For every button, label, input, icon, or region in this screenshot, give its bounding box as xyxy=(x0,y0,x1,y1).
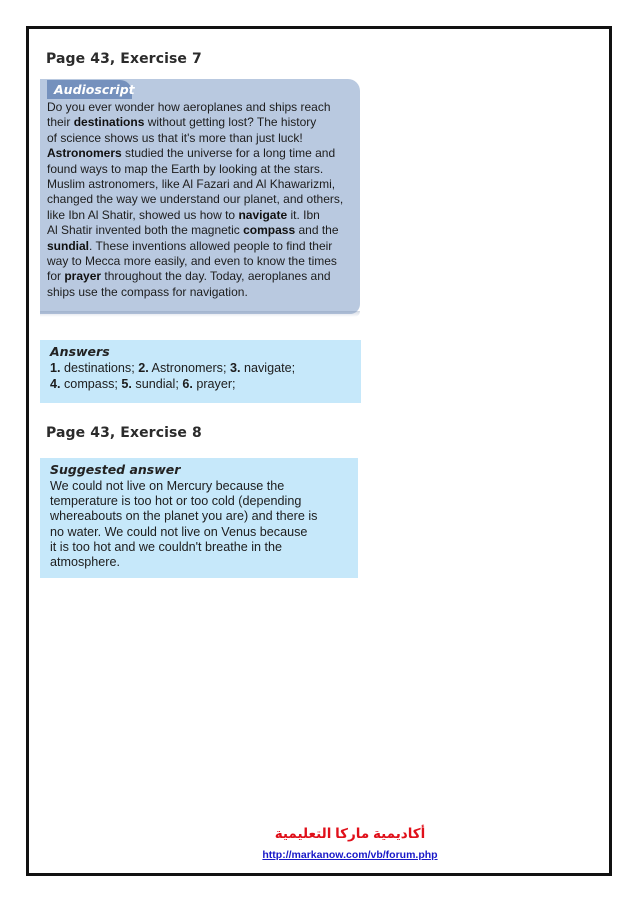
audioscript-text: Do you ever wonder how aeroplanes and ships reach their destinations without getting lost? The history of science shows us that it's more than just luck! Astronomers studied the universe for a long time and found ways to map the Earth by looking at the stars. Muslim astronomers, like Al Fazari and Al Khawarizmi, changed the way we understand our planet, and others, like Ibn Al Shatir, showed us how to navigate it. Ibn Al Shatir invented both the magnetic compass and the sundial. These inventions allowed people to find their way to Mecca more easily, and even to know the times for prayer throughout the day. Today, aeroplanes and ships use the compass for navigation. xyxy=(47,100,344,299)
exercise-8-heading: Page 43, Exercise 8 xyxy=(46,425,202,441)
answers-box xyxy=(40,340,361,403)
bold-term: 1. xyxy=(50,361,61,375)
bold-term: sundial xyxy=(47,238,90,253)
audioscript-label: Audioscript xyxy=(47,80,132,99)
bold-term: 2. xyxy=(138,361,149,375)
audioscript-box xyxy=(40,79,360,314)
bold-term: navigate xyxy=(238,207,288,222)
bold-term: prayer xyxy=(64,269,102,284)
bold-term: compass xyxy=(243,223,296,238)
bold-term: 6. xyxy=(182,376,193,391)
bold-term: Astronomers xyxy=(47,146,122,161)
footer-academy-name: أكاديمية ماركا التعليمية xyxy=(274,826,426,841)
bold-term: 3. xyxy=(229,361,241,375)
bold-term: 5. xyxy=(121,376,132,391)
suggested-answer-title: Suggested answer xyxy=(50,462,181,477)
suggested-answer-text: We could not live on Mercury because the temperature is too hot or too cold (depending whereabouts on the planet you are) and there is no water. We could not live on Venus because it is too hot and we couldn't breathe in the atmosphere. xyxy=(50,479,318,570)
suggested-answer-box xyxy=(40,458,358,578)
bold-term: destinations xyxy=(73,115,145,130)
bold-term: 4. xyxy=(50,376,61,391)
footer-forum-link[interactable]: http://markanow.com/vb/forum.php xyxy=(262,849,438,861)
answers-title: Answers xyxy=(50,344,110,359)
exercise-7-heading: Page 43, Exercise 7 xyxy=(46,51,202,67)
answers-text: 1. destinations; 2. Astronomers; 3. navigate; 4. compass; 5. sundial; 6. prayer; xyxy=(50,361,296,391)
